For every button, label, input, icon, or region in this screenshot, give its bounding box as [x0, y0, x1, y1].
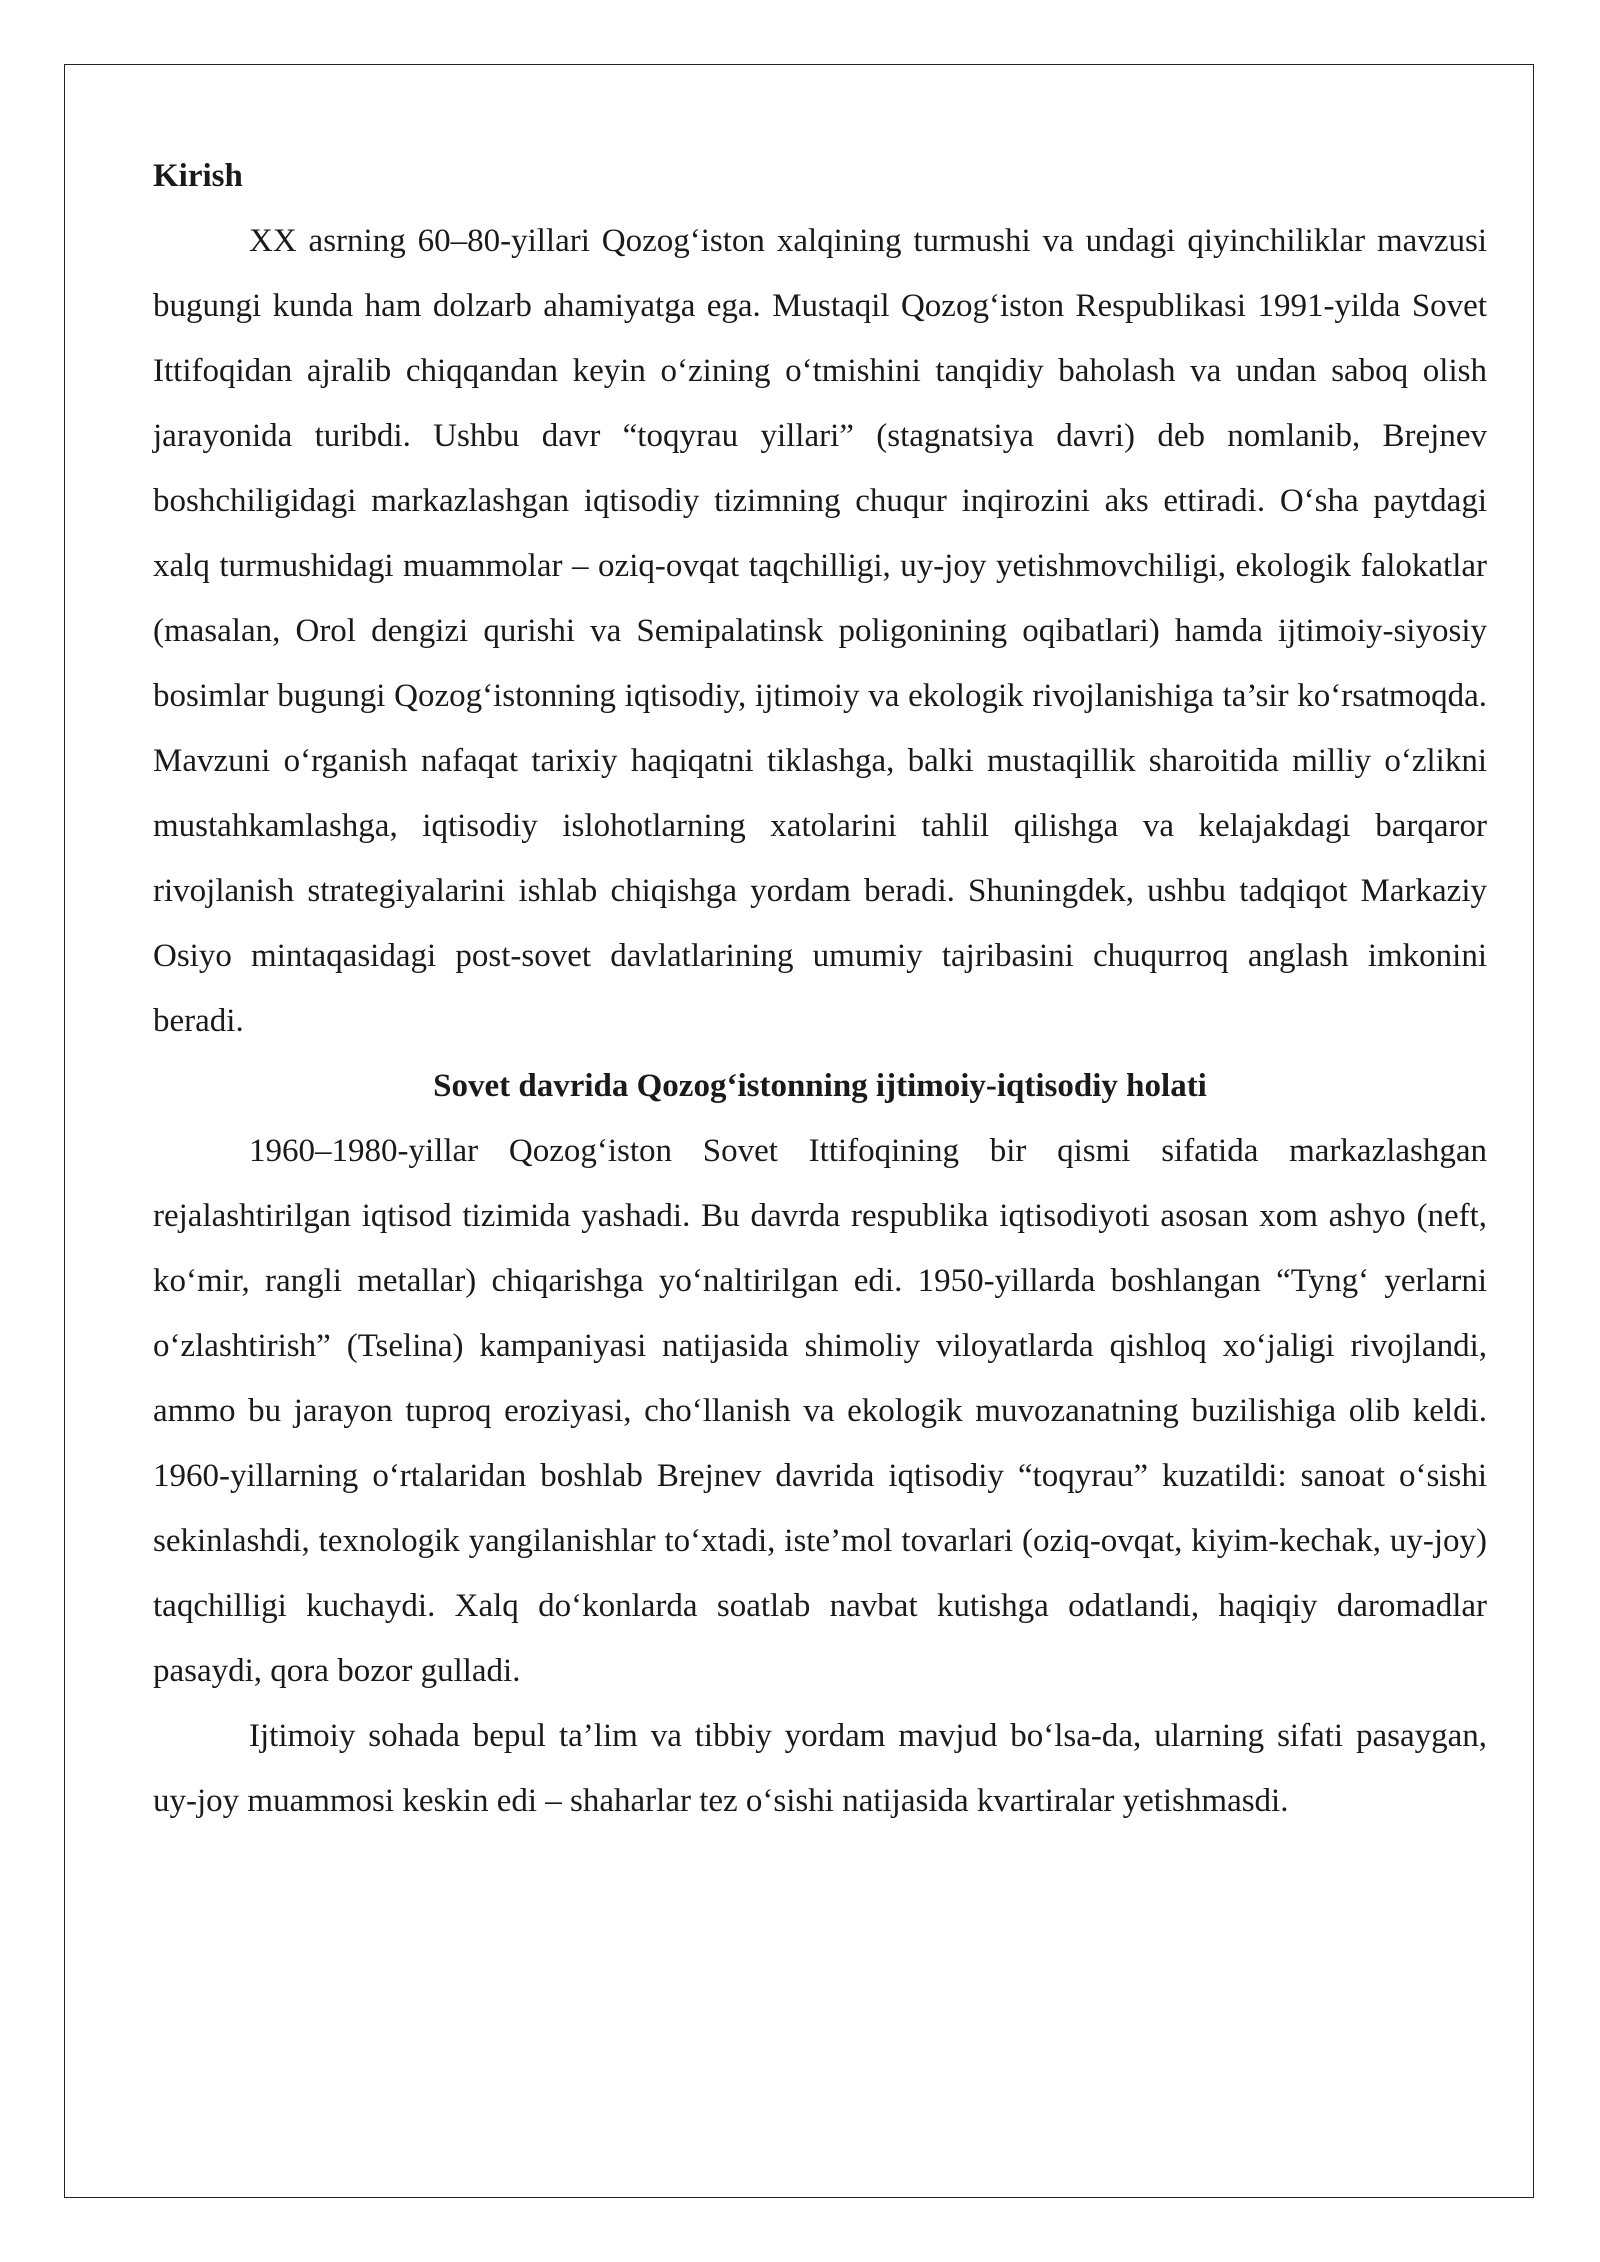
section-paragraph-1: 1960–1980-yillar Qozog‘iston Sovet Ittifoqining bir qismi sifatida markazlashgan rejalashtirilgan iqtisod tizimida yashadi. Bu davrda respublika iqtisodiyoti asosan xom ashyo (neft, ko‘mir, rangli metallar) chiqarishga yo‘naltirilgan edi. 1950-yillarda boshlangan “Tyng‘ yerlarni o‘zlashtirish” (Tselina) kampaniyasi natijasida shimoliy viloyatlarda qishloq xo‘jaligi rivojlandi, ammo bu jarayon tuproq eroziyasi, cho‘llanish va ekologik muvozanatning buzilishiga olib keldi. 1960-yillarning o‘rtalaridan boshlab Brejnev davrida iqtisodiy “toqyrau” kuzatildi: sanoat o‘sishi sekinlashdi, texnologik yangilanishlar to‘xtadi, iste’mol tovarlari (oziq-ovqat, kiyim-kechak, uy-joy) taqchilligi kuchaydi. Xalq do‘konlarda soatlab navbat kutishga odatlandi, haqiqiy daromadlar pasaydi, qora bozor gulladi.	[153, 1133, 1487, 1689]
document-body	[153, 144, 1487, 1834]
section-paragraph-2: Ijtimoiy sohada bepul ta’lim va tibbiy yordam mavjud bo‘lsa-da, ularning sifati pasaygan, uy-joy muammosi keskin edi – shaharlar tez o‘sishi natijasida kvartiralar yetishmasdi.	[153, 1718, 1487, 1819]
intro-heading: Kirish	[153, 158, 243, 194]
intro-paragraph: XX asrning 60–80-yillari Qozog‘iston xalqining turmushi va undagi qiyinchiliklar mavzusi bugungi kunda ham dolzarb ahamiyatga ega. Mustaqil Qozog‘iston Respublikasi 1991-yilda Sovet Ittifoqidan ajralib chiqqandan keyin o‘zining o‘tmishini tanqidiy baholash va undan saboq olish jarayonida turibdi. Ushbu davr “toqyrau yillari” (stagnatsiya davri) deb nomlanib, Brejnev boshchiligidagi markazlashgan iqtisodiy tizimning chuqur inqirozini aks ettiradi. O‘sha paytdagi xalq turmushidagi muammolar – oziq-ovqat taqchilligi, uy-joy yetishmovchiligi, ekologik falokatlar (masalan, Orol dengizi qurishi va Semipalatinsk poligonining oqibatlari) hamda ijtimoiy-siyosiy bosimlar bugungi Qozog‘istonning iqtisodiy, ijtimoiy va ekologik rivojlanishiga ta’sir ko‘rsatmoqda. Mavzuni o‘rganish nafaqat tarixiy haqiqatni tiklashga, balki mustaqillik sharoitida milliy o‘zlikni mustahkamlashga, iqtisodiy islohotlarning xatolarini tahlil qilishga va kelajakdagi barqaror rivojlanish strategiyalarini ishlab chiqishga yordam beradi. Shuningdek, ushbu tadqiqot Markaziy Osiyo mintaqasidagi post-sovet davlatlarining umumiy tajribasini chuqurroq anglash imkonini beradi.	[153, 223, 1487, 1039]
section-heading: Sovet davrida Qozog‘istonning ijtimoiy-iqtisodiy holati	[433, 1068, 1207, 1104]
